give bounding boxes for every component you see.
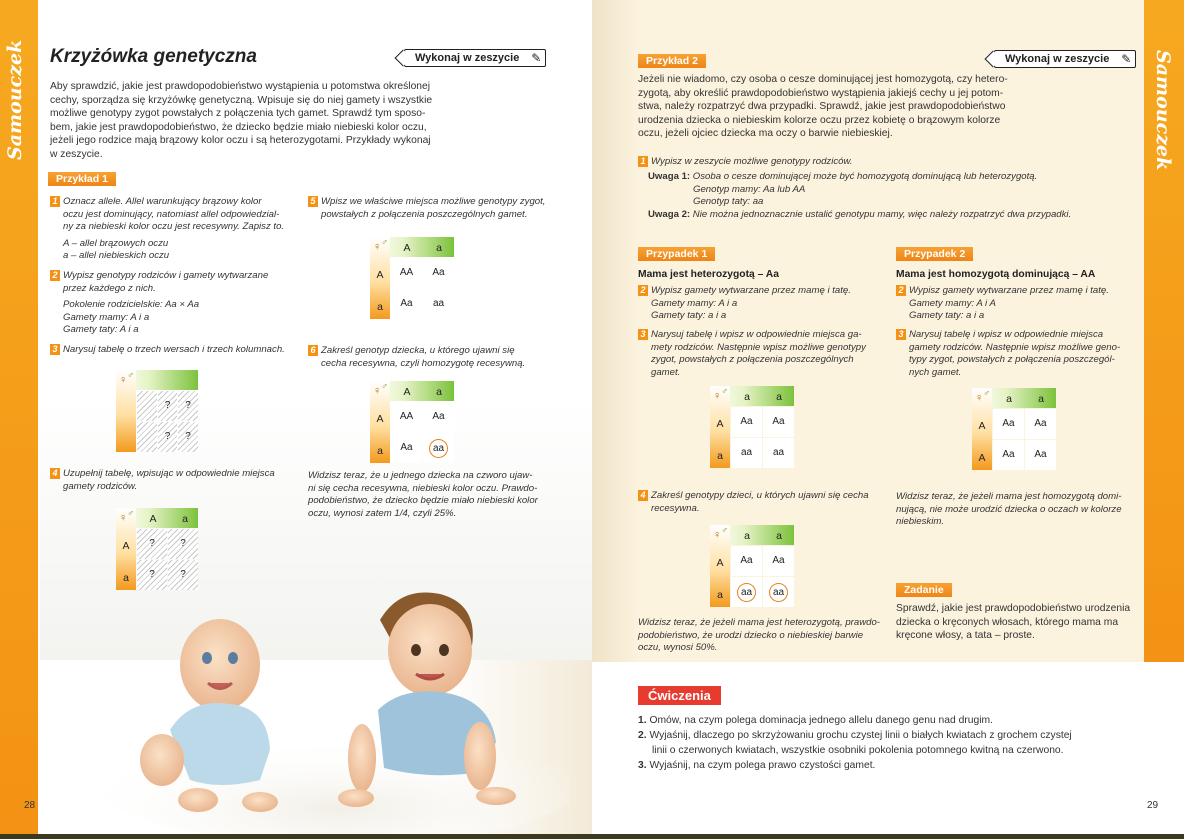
row-allele: a bbox=[377, 445, 383, 457]
step-number: 3 bbox=[50, 344, 60, 355]
step-5 bbox=[308, 196, 568, 221]
step-text: gamety rodziców. bbox=[63, 480, 138, 492]
genotype-cell: aa bbox=[731, 438, 762, 468]
punnett-gametes bbox=[116, 508, 198, 590]
header-allele: A bbox=[149, 513, 157, 525]
row-allele: a bbox=[377, 301, 383, 313]
notes-block: Uwaga 1: Osoba o cesze dominującej może być homozygotą dominującą lub heterozygotą. Genotyp mamy: Aa lub AA Genotyp taty: aa Uwaga 2: Nie można jednoznacznie ustalić genotypu mamy, więc należy rozpatrzyć dwa przypadki. bbox=[648, 171, 1072, 220]
cell-unknown: ? bbox=[168, 560, 198, 590]
genotype-cell-circled: aa bbox=[763, 577, 794, 607]
cell-unknown: ? bbox=[158, 422, 177, 452]
row-allele: A bbox=[376, 269, 384, 281]
punnett-empty bbox=[116, 370, 198, 452]
case-1-conclusion: Widzisz teraz, że jeżeli mama jest heterozygotą, prawdo- podobieństwo, że urodzi dziecko o niebieskiej barwie oczu, wynosi 50%. bbox=[638, 617, 880, 653]
cell-unknown: ? bbox=[178, 391, 198, 421]
genotype-cell: aa bbox=[763, 438, 794, 468]
cell-unknown: ? bbox=[137, 560, 167, 590]
punnett-filled bbox=[370, 237, 454, 319]
case-2-tag: Przypadek 2 bbox=[896, 247, 973, 261]
page-number-left: 28 bbox=[24, 800, 36, 811]
genotype-cell: Aa bbox=[763, 546, 794, 576]
step-3 bbox=[50, 344, 300, 357]
allele-note: A – allel brązowych oczu bbox=[63, 237, 169, 249]
genotype-cell: Aa bbox=[731, 546, 762, 576]
zadanie-tag: Zadanie bbox=[896, 583, 952, 597]
notebook-pencil-icon: ✎ bbox=[1121, 52, 1132, 66]
parent-note: Gamety taty: A i a bbox=[63, 324, 139, 335]
step-6 bbox=[308, 345, 568, 370]
header-allele: a bbox=[436, 242, 442, 254]
row-allele: a bbox=[123, 572, 129, 584]
step-1: 1 Wypisz w zeszycie możliwe genotypy rodziców. bbox=[638, 156, 1118, 169]
intro-line: Aby sprawdzić, jakie jest prawdopodobieństwo wystąpienia u potomstwa określonej bbox=[50, 81, 431, 92]
genotype-cell-circled: aa bbox=[731, 577, 762, 607]
step-number: 6 bbox=[308, 345, 318, 356]
genotype-cell: AA bbox=[391, 258, 422, 288]
exercise-item: 3. Wyjaśnij, na czym polega prawo czystości gamet. bbox=[638, 760, 876, 771]
side-label-left: Samouczek bbox=[4, 39, 26, 160]
intro-line: jeżeli jego rodzice mają brązowy kolor oczu i są heterozygotami. Przykłady wykonaj bbox=[50, 135, 431, 147]
intro-line: bem, jakie jest prawdopodobieństwo, że dziecko będzie miało niebieski kolor oczu, bbox=[50, 121, 427, 133]
intro-line: w zeszycie. bbox=[50, 148, 103, 160]
case-1-step-2: 2 Wypisz gamety wytwarzane przez mamę i tatę. Gamety mamy: A i a Gamety taty: a i a bbox=[638, 285, 888, 323]
step-text: Oznacz allele. Allel warunkujący brązowy kolor bbox=[63, 196, 262, 207]
notebook-badge-left bbox=[404, 49, 546, 67]
case-2-heading: Mama jest homozygotą dominującą – AA bbox=[896, 269, 1096, 280]
intro-line: możliwe genotypy zygot powstałych z połączenia tych gamet. Sprawdź tym sposo- bbox=[50, 108, 426, 120]
row-allele: A bbox=[376, 413, 384, 425]
genotype-cell: Aa bbox=[423, 402, 454, 432]
step-text: Narysuj tabelę o trzech wersach i trzech kolumnach. bbox=[63, 344, 285, 355]
case-1-step-4: 4 Zakreśl genotypy dzieci, u których ujawni się cecha recesywna. bbox=[638, 490, 888, 515]
right-page bbox=[592, 0, 1184, 834]
genotype-cell: Aa bbox=[993, 440, 1024, 470]
genotype-cell: Aa bbox=[391, 433, 422, 463]
sex-symbols: ♀♂ bbox=[373, 381, 388, 397]
exercises-list bbox=[638, 713, 1108, 773]
step-text: ny za niebieski kolor oczu jest recesywny. Zapisz to. bbox=[63, 221, 285, 232]
step-text: Wypisz genotypy rodziców i gamety wytwarzane bbox=[63, 270, 269, 281]
case-2-conclusion: Widzisz teraz, że jeżeli mama jest homozygotą domi- nującą, nie może urodzić dziecka o oczach w kolorze niebieskim. bbox=[896, 491, 1122, 527]
zadanie-text: Sprawdź, jakie jest prawdopodobieństwo urodzenia dziecka o kręconych włosach, którego mama ma kręcone włosy, a tata – proste. bbox=[896, 603, 1131, 642]
case-1-step-3: 3 Narysuj tabelę i wpisz w odpowiednie miejsca ga- mety rodziców. Następnie wpisz możliwe genotypy zygot, powstałych z połączenia poszczególnych gamet. bbox=[638, 329, 888, 379]
intro-line: cechy, sporządza się krzyżówkę genetyczną. Wpisuje się do niej gamety i wszystkie bbox=[50, 94, 433, 106]
genotype-cell: Aa bbox=[1025, 440, 1056, 470]
step-number: 1 bbox=[50, 196, 60, 207]
step-number: 2 bbox=[50, 270, 60, 281]
genotype-cell: Aa bbox=[993, 409, 1024, 439]
page-number-right: 29 bbox=[1147, 800, 1159, 811]
babies-photo bbox=[100, 580, 570, 834]
genotype-cell: Aa bbox=[731, 407, 762, 437]
punnett-case-1: ♀♂ a a A a Aa Aa aa aa bbox=[710, 386, 794, 468]
step-4 bbox=[50, 468, 300, 493]
step-number: 5 bbox=[308, 196, 318, 207]
example-tag: Przykład 2 bbox=[638, 54, 706, 68]
step-2 bbox=[50, 270, 300, 337]
case-2-step-3: 3 Narysuj tabelę i wpisz w odpowiednie miejsca gamety rodziców. Następnie wpisz możliwe geno- typy zygot, powstałych z połączenia poszczegól- nych gamet. bbox=[896, 329, 1136, 379]
header-allele: A bbox=[403, 386, 411, 398]
notebook-badge-right bbox=[994, 50, 1136, 68]
parent-note: Pokolenie rodzicielskie: Aa × Aa bbox=[63, 299, 200, 310]
example-tag: Przykład 1 bbox=[48, 172, 116, 186]
cell-unknown: ? bbox=[158, 391, 177, 421]
genotype-cell: AA bbox=[391, 402, 422, 432]
cell-unknown: ? bbox=[178, 422, 198, 452]
step-text: oczu jest dominujący, natomiast allel odpowiedzial- bbox=[63, 208, 280, 220]
notebook-badge-label: Wykonaj w zeszycie bbox=[1005, 53, 1110, 65]
exercises-heading: Ćwiczenia bbox=[638, 686, 721, 705]
exercise-item: linii o czerwonych kwiatach, wszystkie osobniki pokolenia potomnego kwitną na czerwono. bbox=[652, 745, 1064, 756]
step-text: cecha recesywna, czyli homozygotę recesywną. bbox=[321, 357, 526, 369]
genotype-cell: Aa bbox=[763, 407, 794, 437]
notebook-badge-label: Wykonaj w zeszycie bbox=[415, 52, 520, 64]
header-allele: a bbox=[182, 513, 188, 525]
step-number: 4 bbox=[50, 468, 60, 479]
intro-paragraph bbox=[50, 80, 450, 162]
step-text: Uzupełnij tabelę, wpisując w odpowiednie miejsca bbox=[63, 468, 275, 479]
case-2-step-2: 2 Wypisz gamety wytwarzane przez mamę i tatę. Gamety mamy: A i A Gamety taty: a i a bbox=[896, 285, 1136, 323]
sex-symbols: ♀♂ bbox=[119, 370, 134, 386]
genotype-cell: aa bbox=[423, 289, 454, 319]
genotype-cell: Aa bbox=[423, 258, 454, 288]
conclusion-1: Widzisz teraz, że u jednego dziecka na czworo ujaw- ni się cecha recesywna, niebieski kolor oczu. Prawdo- podobieństwo, że dziecko będzie miało niebieski kolor oczu, wynosi zatem 1/4, czyli 25%. bbox=[308, 470, 538, 519]
cell-unknown: ? bbox=[137, 529, 167, 559]
step-text: Zakreśl genotyp dziecka, u którego ujawni się bbox=[321, 345, 515, 356]
case-1-tag: Przypadek 1 bbox=[638, 247, 715, 261]
left-page bbox=[0, 0, 592, 834]
case-1-heading: Mama jest heterozygotą – Aa bbox=[638, 269, 779, 280]
exercise-item: 1. Omów, na czym polega dominacja jednego allelu danego genu nad drugim. bbox=[638, 715, 993, 726]
header-allele: A bbox=[403, 242, 411, 254]
notebook-pencil-icon: ✎ bbox=[531, 51, 542, 65]
step-text: przez każdego z nich. bbox=[63, 282, 156, 294]
punnett-case-2: ♀♂ a a A A Aa Aa Aa Aa bbox=[972, 388, 1056, 470]
allele-note: a – allel niebieskich oczu bbox=[63, 250, 170, 261]
sex-symbols: ♀♂ bbox=[373, 237, 388, 253]
genotype-cell-circled: aa bbox=[423, 433, 454, 463]
genotype-cell: Aa bbox=[391, 289, 422, 319]
step-text: Wpisz we właściwe miejsca możliwe genotypy zygot, bbox=[321, 196, 546, 207]
header-allele: a bbox=[436, 386, 442, 398]
intro-paragraph: Jeżeli nie wiadomo, czy osoba o cesze dominującej jest homozygotą, czy hetero- zygotą, aby określić prawdopodobieństwo wystąpienia jakiejś cechy u jej potom- stwa, należy rozpatrzyć dwa przypadki. Sprawdź, jakie jest prawdopodobieństwo urodzenia dziecka o niebieskim kolorze oczu przez kobietę o brązowym kolorze oczu, jeżeli ojciec dziecka ma oczy o barwie niebieskiej. bbox=[638, 74, 1008, 140]
cell-unknown: ? bbox=[168, 529, 198, 559]
exercise-item: 2. Wyjaśnij, dlaczego po skrzyżowaniu grochu czystej linii o białych kwiatach z grochem czystej bbox=[638, 730, 1072, 741]
punnett-case-1-circled: ♀♂ a a A a Aa Aa aa aa bbox=[710, 525, 794, 607]
step-1 bbox=[50, 196, 300, 263]
sex-symbols: ♀♂ bbox=[119, 508, 134, 524]
step-text: powstałych z połączenia poszczególnych gamet. bbox=[321, 208, 528, 220]
genotype-cell: Aa bbox=[1025, 409, 1056, 439]
page-title: Krzyżówka genetyczna bbox=[50, 46, 257, 67]
punnett-circled bbox=[370, 381, 454, 463]
parent-note: Gamety mamy: A i a bbox=[63, 311, 150, 323]
side-label-right: Samouczek bbox=[1152, 50, 1174, 171]
row-allele: A bbox=[122, 540, 130, 552]
